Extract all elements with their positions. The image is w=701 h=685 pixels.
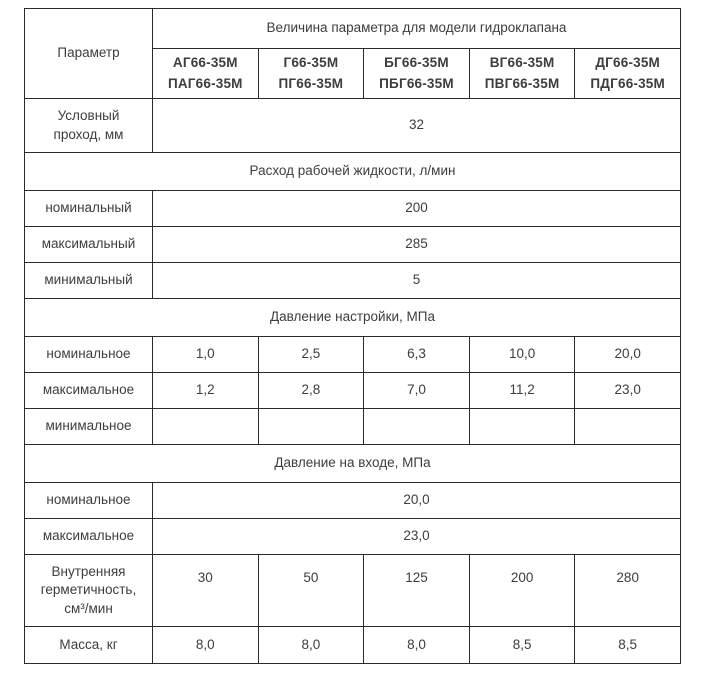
table-row	[25, 191, 681, 227]
hydrovalve-parameters-table	[24, 8, 681, 664]
row-label: максимальное	[25, 519, 153, 555]
model-column-header	[153, 49, 259, 99]
table-row	[25, 373, 681, 409]
model-column-header	[258, 49, 364, 99]
model-name-line: ПВГ66-35М	[484, 75, 560, 91]
row-label: Условный проход, мм	[25, 99, 153, 153]
cell-value: 1,2	[153, 373, 259, 409]
model-column-header	[575, 49, 681, 99]
table-row	[25, 409, 681, 445]
model-name-line: ПАГ66-35М	[167, 75, 243, 91]
table-row	[25, 627, 681, 664]
cell-value: 8,5	[575, 627, 681, 664]
row-label: максимальное	[25, 373, 153, 409]
row-value-merged: 285	[153, 227, 681, 263]
cell-value-empty	[153, 409, 259, 445]
row-value-merged: 200	[153, 191, 681, 227]
cell-value: 2,8	[258, 373, 364, 409]
row-label: максимальный	[25, 227, 153, 263]
section-header: Давление настройки, МПа	[25, 299, 681, 337]
row-label: минимальное	[25, 409, 153, 445]
model-name-line: БГ66-35М	[384, 54, 449, 70]
section-row	[25, 153, 681, 191]
row-label: минимальный	[25, 263, 153, 299]
cell-value-empty	[258, 409, 364, 445]
section-header: Расход рабочей жидкости, л/мин	[25, 153, 681, 191]
table-row	[25, 263, 681, 299]
cell-value: 50	[258, 555, 364, 627]
cell-value-empty	[469, 409, 575, 445]
model-name-line: ДГ66-35М	[595, 54, 661, 70]
row-value-merged: 32	[153, 99, 681, 153]
model-name-line: ВГ66-35М	[489, 54, 555, 70]
cell-value: 8,0	[364, 627, 470, 664]
cell-value: 8,0	[153, 627, 259, 664]
cell-value: 125	[364, 555, 470, 627]
model-name-line: ПДГ66-35М	[590, 75, 665, 91]
table-row	[25, 9, 681, 49]
cell-value: 10,0	[469, 337, 575, 373]
models-span-header: Величина параметра для модели гидроклапана	[153, 9, 681, 49]
row-label: номинальный	[25, 191, 153, 227]
model-name-line: ПГ66-35М	[278, 75, 344, 91]
row-label: Внутренняя герметичность, см³/мин	[25, 555, 153, 627]
table-row	[25, 519, 681, 555]
cell-value: 7,0	[364, 373, 470, 409]
row-label: номинальное	[25, 337, 153, 373]
row-value-merged: 5	[153, 263, 681, 299]
section-header: Давление на входе, МПа	[25, 445, 681, 483]
model-column-header	[469, 49, 575, 99]
model-column-header	[364, 49, 470, 99]
row-value-merged: 20,0	[153, 483, 681, 519]
cell-value: 8,5	[469, 627, 575, 664]
model-name-line: ПБГ66-35М	[379, 75, 454, 91]
section-row	[25, 445, 681, 483]
table-row	[25, 555, 681, 627]
cell-value: 280	[575, 555, 681, 627]
cell-value: 11,2	[469, 373, 575, 409]
cell-value: 30	[153, 555, 259, 627]
table-row	[25, 99, 681, 153]
cell-value: 6,3	[364, 337, 470, 373]
cell-value: 8,0	[258, 627, 364, 664]
model-name-line: АГ66-35М	[172, 54, 238, 70]
row-value-merged: 23,0	[153, 519, 681, 555]
row-label: номинальное	[25, 483, 153, 519]
row-label: Масса, кг	[25, 627, 153, 664]
cell-value: 23,0	[575, 373, 681, 409]
cell-value-empty	[364, 409, 470, 445]
cell-value: 20,0	[575, 337, 681, 373]
cell-value: 1,0	[153, 337, 259, 373]
param-column-header: Параметр	[25, 9, 153, 99]
table-row	[25, 483, 681, 519]
section-row	[25, 299, 681, 337]
model-name-line: Г66-35М	[283, 54, 339, 70]
table-row	[25, 227, 681, 263]
cell-value: 200	[469, 555, 575, 627]
table-row	[25, 337, 681, 373]
cell-value: 2,5	[258, 337, 364, 373]
cell-value-empty	[575, 409, 681, 445]
